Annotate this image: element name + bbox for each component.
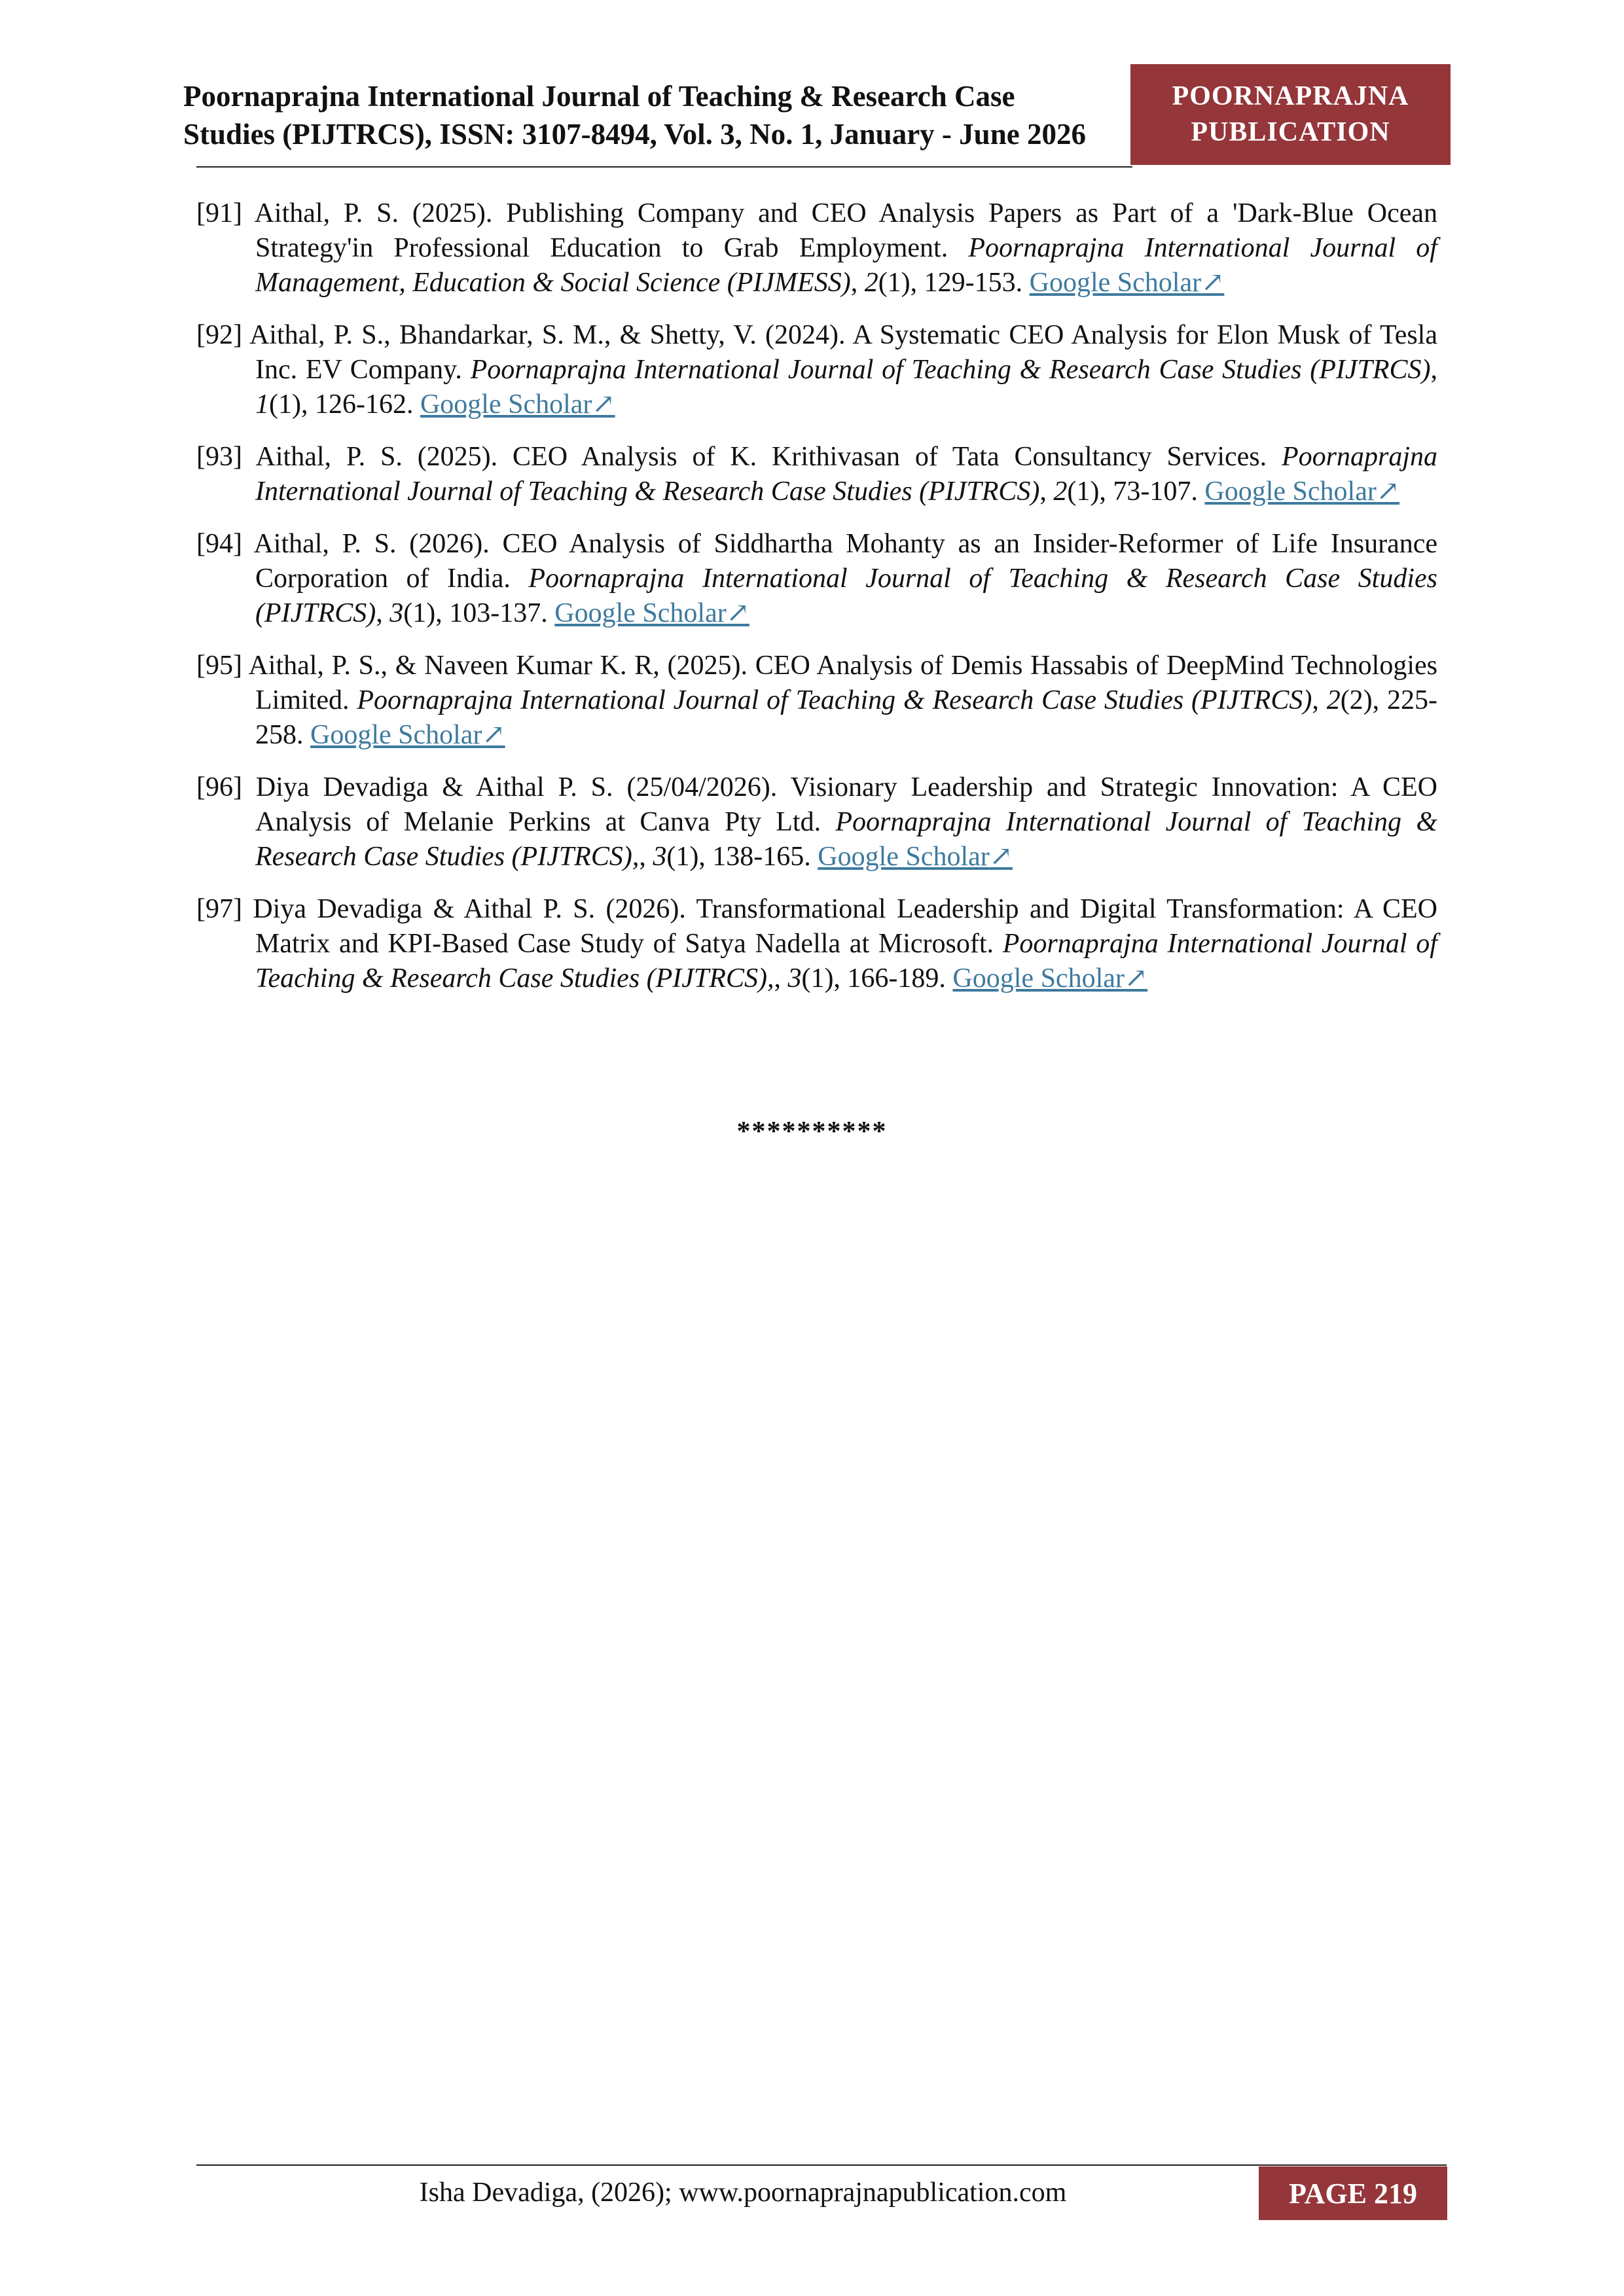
reference-journal-name: Poornaprajna International Journal of Teaching & Research Case Studies (PIJTRCS),: [255, 929, 1437, 994]
section-end-separator: **********: [736, 1117, 888, 1147]
reference-journal-name: Poornaprajna International Journal of Teaching & Research Case Studies (PIJTRCS),: [255, 807, 1437, 872]
footer-divider: [196, 2164, 1447, 2166]
external-link-icon: ↗: [1376, 476, 1400, 507]
reference-citation-text: Diya Devadiga & Aithal P. S. (25/04/2026). Visionary Leadership and Strategic Innovation: A CEO Analysis of Melanie Perkins at Canva Pty Ltd.: [255, 772, 1437, 837]
external-link-icon: ↗: [726, 598, 749, 628]
reference-number: [91]: [196, 198, 242, 228]
reference-issue-pages: (1), 166-189.: [801, 963, 946, 994]
reference-number: [93]: [196, 442, 242, 472]
reference-volume: 1: [255, 389, 269, 420]
google-scholar-link-label: Google Scholar: [818, 842, 990, 872]
reference-number: [94]: [196, 529, 242, 559]
external-link-icon: ↗: [592, 389, 615, 420]
reference-citation-text: Aithal, P. S., & Naveen Kumar K. R, (2025). CEO Analysis of Demis Hassabis of DeepMind Technologies Limited.: [248, 651, 1437, 715]
reference-number: [95]: [196, 651, 242, 681]
google-scholar-link[interactable]: [952, 963, 1147, 994]
external-link-icon: ↗: [989, 842, 1013, 872]
reference-citation-text: Aithal, P. S. (2026). CEO Analysis of Siddhartha Mohanty as an Insider-Reformer of Life Insurance Corporation of India.: [253, 529, 1437, 594]
google-scholar-link[interactable]: [818, 842, 1013, 872]
reference-issue-pages: (2), 225-258.: [255, 685, 1437, 750]
reference-citation-text: Aithal, P. S. (2025). CEO Analysis of K. Krithivasan of Tata Consultancy Services.: [255, 442, 1267, 472]
reference-volume: 2: [864, 268, 878, 298]
external-link-icon: ↗: [1201, 268, 1225, 298]
google-scholar-link-label: Google Scholar: [952, 963, 1125, 994]
reference-citation-text: Aithal, P. S. (2025). Publishing Company and CEO Analysis Papers as Part of a 'Dark-Blue Ocean Strategy'in Professional Education to Grab Employment.: [254, 198, 1437, 263]
reference-entry: [96] Diya Devadiga & Aithal P. S. (25/04/2026). Visionary Leadership and Strategic Innovation: A CEO Analysis of Melanie Perkins at Canva Pty Ltd. Poornaprajna International Journal of Teaching & Research Case Studies (PIJTRCS),, 3(1), 138-165. Google Scholar↗: [196, 772, 1437, 872]
google-scholar-link-label: Google Scholar: [554, 598, 727, 628]
reference-volume: 3: [389, 598, 404, 628]
reference-entry: [92] Aithal, P. S., Bhandarkar, S. M., & Shetty, V. (2024). A Systematic CEO Analysis for Elon Musk of Tesla Inc. EV Company. Poornaprajna International Journal of Teaching & Research Case Studies (PIJTRCS), 1(1), 126-162. Google Scholar↗: [196, 320, 1437, 420]
google-scholar-link[interactable]: [420, 389, 615, 420]
external-link-icon: ↗: [1124, 963, 1148, 994]
publisher-badge-line-1: POORNAPRAJNA: [1172, 81, 1409, 111]
publisher-badge: [1130, 64, 1451, 165]
reference-entry: [91] Aithal, P. S. (2025). Publishing Company and CEO Analysis Papers as Part of a 'Dark-Blue Ocean Strategy'in Professional Education to Grab Employment. Poornaprajna International Journal of Management, Education & Social Science (PIJMESS), 2(1), 129-153. Google Scholar↗: [196, 198, 1437, 298]
journal-title-line-2: Studies (PIJTRCS), ISSN: 3107-8494, Vol. 3, No. 1, January - June 2026: [183, 118, 1086, 151]
google-scholar-link-label: Google Scholar: [1029, 268, 1202, 298]
google-scholar-link[interactable]: [1030, 268, 1225, 298]
google-scholar-link-label: Google Scholar: [310, 720, 482, 750]
header-divider: [196, 166, 1132, 168]
reference-issue-pages: (1), 129-153.: [878, 268, 1023, 298]
publisher-badge-line-2: PUBLICATION: [1191, 117, 1390, 147]
reference-entry: [97] Diya Devadiga & Aithal P. S. (2026). Transformational Leadership and Digital Transformation: A CEO Matrix and KPI-Based Case Study of Satya Nadella at Microsoft. Poornaprajna International Journal of Teaching & Research Case Studies (PIJTRCS),, 3(1), 166-189. Google Scholar↗: [196, 894, 1437, 994]
reference-volume: 3: [653, 842, 667, 872]
reference-volume: 2: [1053, 476, 1068, 507]
reference-volume: 3: [787, 963, 802, 994]
external-link-icon: ↗: [482, 720, 505, 750]
footer-citation: Isha Devadiga, (2026); www.poornaprajnapublication.com: [419, 2178, 1067, 2208]
reference-number: [97]: [196, 894, 242, 924]
reference-issue-pages: (1), 138-165.: [666, 842, 811, 872]
page-header: [0, 0, 1624, 177]
reference-entry: [95] Aithal, P. S., & Naveen Kumar K. R, (2025). CEO Analysis of Demis Hassabis of DeepMind Technologies Limited. Poornaprajna International Journal of Teaching & Research Case Studies (PIJTRCS), 2(2), 225-258. Google Scholar↗: [196, 651, 1437, 750]
reference-citation-text: Aithal, P. S., Bhandarkar, S. M., & Shetty, V. (2024). A Systematic CEO Analysis for Elon Musk of Tesla Inc. EV Company.: [249, 320, 1437, 385]
reference-journal-name: Poornaprajna International Journal of Management, Education & Social Science (PIJMESS): [255, 233, 1437, 298]
google-scholar-link[interactable]: [554, 598, 749, 628]
reference-journal-name: Poornaprajna International Journal of Teaching & Research Case Studies (PIJTRCS): [357, 685, 1312, 715]
page-number-badge: PAGE 219: [1259, 2166, 1447, 2220]
journal-title-line-1: Poornaprajna International Journal of Teaching & Research Case: [183, 80, 1015, 113]
reference-journal-name: Poornaprajna International Journal of Teaching & Research Case Studies (PIJTRCS): [255, 564, 1437, 628]
reference-entry: [94] Aithal, P. S. (2026). CEO Analysis of Siddhartha Mohanty as an Insider-Reformer of Life Insurance Corporation of India. Poornaprajna International Journal of Teaching & Research Case Studies (PIJTRCS), 3(1), 103-137. Google Scholar↗: [196, 529, 1437, 628]
reference-issue-pages: (1), 126-162.: [269, 389, 414, 420]
google-scholar-link-label: Google Scholar: [1204, 476, 1377, 507]
google-scholar-link[interactable]: [1204, 476, 1399, 507]
reference-issue-pages: (1), 73-107.: [1067, 476, 1198, 507]
reference-number: [96]: [196, 772, 242, 802]
reference-citation-text: Diya Devadiga & Aithal P. S. (2026). Transformational Leadership and Digital Transformation: A CEO Matrix and KPI-Based Case Study of Satya Nadella at Microsoft.: [253, 894, 1437, 959]
reference-journal-name: Poornaprajna International Journal of Teaching & Research Case Studies (PIJTRCS): [255, 442, 1438, 507]
journal-header-title: [183, 77, 1139, 153]
reference-number: [92]: [196, 320, 242, 350]
google-scholar-link[interactable]: [310, 720, 505, 750]
reference-list: [196, 196, 1437, 1014]
google-scholar-link-label: Google Scholar: [420, 389, 592, 420]
reference-entry: [93] Aithal, P. S. (2025). CEO Analysis of K. Krithivasan of Tata Consultancy Services. Poornaprajna International Journal of Teaching & Research Case Studies (PIJTRCS), 2(1), 73-107. Google Scholar↗: [196, 442, 1438, 507]
reference-volume: 2: [1326, 685, 1341, 715]
reference-journal-name: Poornaprajna International Journal of Teaching & Research Case Studies (PIJTRCS): [470, 355, 1431, 385]
reference-issue-pages: (1), 103-137.: [403, 598, 548, 628]
